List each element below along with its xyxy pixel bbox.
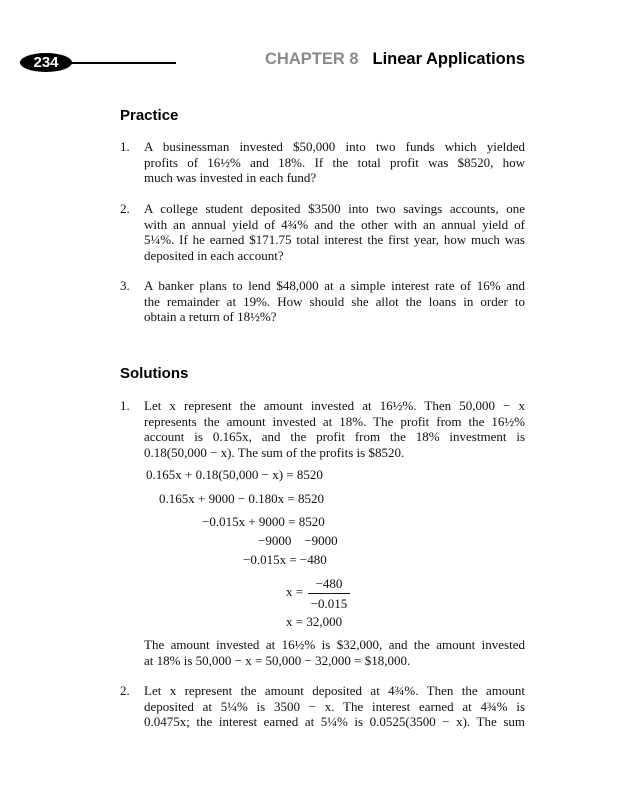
equation-step: x = 32,000 [286, 614, 343, 629]
chapter-title: Linear Applications [372, 50, 525, 68]
running-header [265, 50, 525, 69]
practice-problem-1 [120, 139, 525, 186]
solution-line: deposited at 5¼% is 3500 − x. The interest earned at 4¾% is [144, 698, 525, 714]
problem-line: A college student deposited $3500 into two savings accounts, one [144, 201, 525, 216]
solution-line: account is 0.165x, and the profit from the 18% investment is [144, 429, 525, 444]
problem-line: A banker plans to lend $48,000 at a simple interest rate of 16% and [144, 278, 525, 293]
equation-step: −0.015x = −480 [243, 552, 327, 567]
problem-number: 2. [120, 201, 130, 216]
solutions-heading: Solutions [120, 365, 189, 382]
problem-line: the remainder at 19%. How should she allot the loans in order to [144, 293, 525, 309]
problem-line: with an annual yield of 4¾% and the other with an annual yield of [144, 216, 525, 232]
solution-line: 0.0475x; the interest earned at 5¼% is 0.0525(3500 − x). The sum [144, 714, 525, 729]
equation-step: −9000 −9000 [258, 533, 338, 548]
fraction-denominator: −0.015 [310, 596, 348, 611]
problem-number: 3. [120, 278, 130, 293]
problem-line: profits of 16½% and 18%. If the total profit was $8520, how [144, 154, 525, 170]
problem-line: 5¼%. If he earned $171.75 total interest the first year, how much was [144, 232, 525, 247]
solution-line: represents the amount invested at 18%. The profit from the 16½% [144, 413, 525, 429]
equation-fraction [308, 576, 350, 612]
solution-1-conclusion [120, 637, 525, 668]
solution-line: at 18% is 50,000 − x = 50,000 − 32,000 = $18,000. [144, 652, 411, 668]
solution-2 [120, 683, 525, 730]
solution-number: 2. [120, 683, 130, 698]
practice-heading: Practice [120, 107, 179, 124]
problem-line: A businessman invested $50,000 into two funds which yielded [144, 139, 525, 154]
equation-step: −0.015x + 9000 = 8520 [202, 514, 325, 529]
solution-line: The amount invested at 16½% is $32,000, and the amount invested [144, 637, 525, 652]
problem-number: 1. [120, 139, 130, 154]
solution-line: Let x represent the amount deposited at 4¾%. Then the amount [144, 683, 525, 698]
equation-step: 0.165x + 9000 − 0.180x = 8520 [159, 491, 324, 506]
solution-1 [120, 398, 525, 460]
equation-step: x = [286, 584, 304, 599]
solution-number: 1. [120, 398, 130, 413]
practice-problem-3 [120, 278, 525, 325]
solution-line: Let x represent the amount invested at 16½%. Then 50,000 − x [144, 398, 525, 413]
solution-line: 0.18(50,000 − x). The sum of the profits is $8520. [144, 444, 405, 460]
practice-problem-2 [120, 201, 525, 263]
problem-line: obtain a return of 18½%? [144, 309, 277, 324]
problem-line: much was invested in each fund? [144, 170, 317, 185]
chapter-label: CHAPTER 8 [264, 50, 359, 68]
equation-step: 0.165x + 0.18(50,000 − x) = 8520 [146, 467, 323, 482]
header-rule [68, 62, 176, 64]
fraction-numerator: −480 [308, 576, 350, 594]
problem-line: deposited in each account? [144, 247, 284, 263]
page-number-badge: 234 [20, 53, 72, 72]
